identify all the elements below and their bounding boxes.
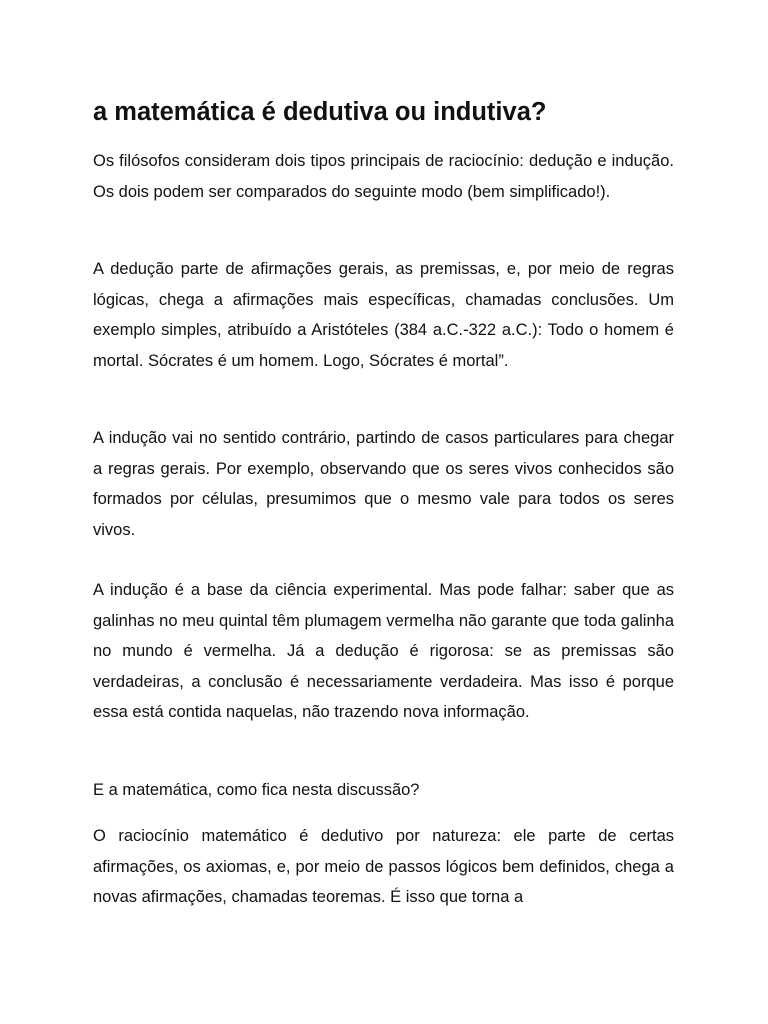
paragraph-5: E a matemática, como fica nesta discussão? bbox=[93, 781, 420, 799]
paragraph-2: A dedução parte de afirmações gerais, as premissas, e, por meio de regras lógicas, chega a afirmações mais específicas, chamadas conclusões. Um exemplo simples, atribuído a Aristóteles (384 a.C.-322 a.C.): Todo o homem é mortal. Sócrates é um homem. Logo, Sócrates é mortal”. bbox=[93, 260, 674, 370]
paragraph-3: A indução vai no sentido contrário, partindo de casos particulares para chegar a regras gerais. Por exemplo, observando que os seres vivos conhecidos são formados por células, presumimos que o mesmo vale para todos os seres vivos. bbox=[93, 429, 674, 539]
page-title: a matemática é dedutiva ou indutiva? bbox=[93, 98, 547, 126]
paragraph-4: A indução é a base da ciência experimental. Mas pode falhar: saber que as galinhas no meu quintal têm plumagem vermelha não garante que toda galinha no mundo é vermelha. Já a dedução é rigorosa: se as premissas são verdadeiras, a conclusão é necessariamente verdadeira. Mas isso é porque essa está contida naquelas, não trazendo nova informação. bbox=[93, 581, 674, 722]
paragraph-1: Os filósofos consideram dois tipos principais de raciocínio: dedução e indução. Os dois podem ser comparados do seguinte modo (bem simplificado!). bbox=[93, 152, 674, 201]
paragraph-6: O raciocínio matemático é dedutivo por natureza: ele parte de certas afirmações, os axiomas, e, por meio de passos lógicos bem definidos, chega a novas afirmações, chamadas teoremas. É isso que torna a bbox=[93, 827, 674, 907]
